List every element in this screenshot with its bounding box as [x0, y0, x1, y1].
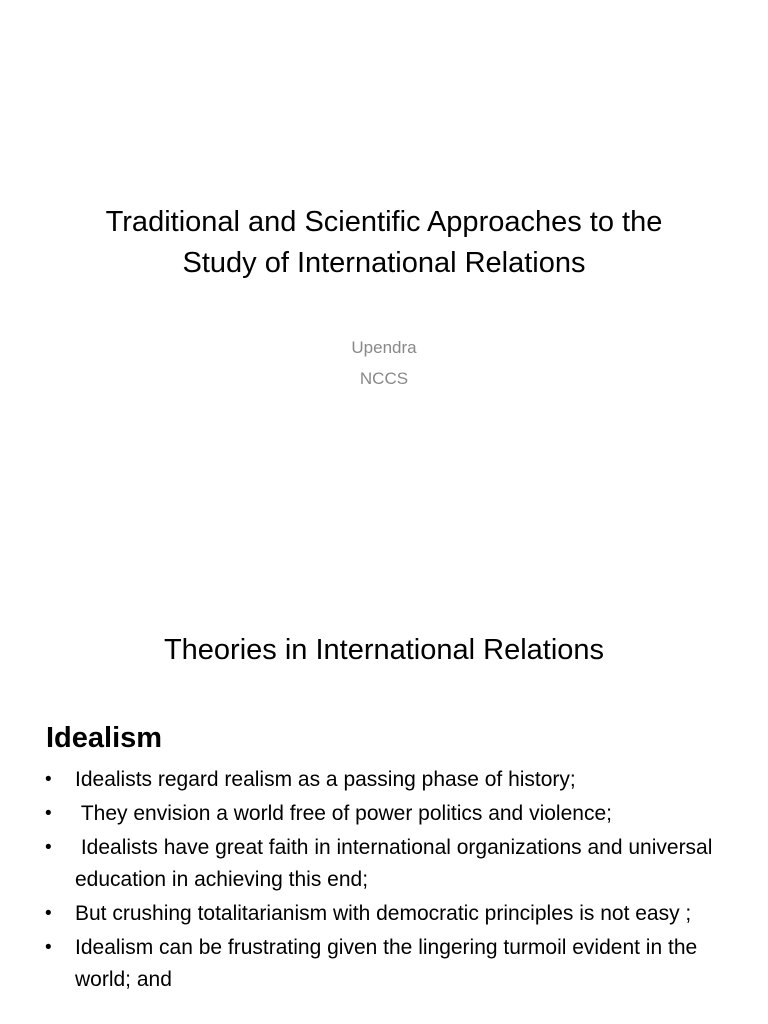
bullet-dot-icon: • — [45, 837, 52, 858]
bullet-item — [44, 932, 734, 996]
slide-title-line: Traditional and Scientific Approaches to the — [105, 206, 663, 238]
bullet-dot-icon: • — [45, 937, 52, 958]
bullet-item — [44, 764, 734, 796]
slide-title — [40, 202, 728, 284]
bullet-text: Idealists have great faith in international organizations and universal education in achieving this end; — [75, 836, 719, 891]
section-slide — [0, 576, 768, 712]
bullet-text: Idealists regard realism as a passing phase of history; — [75, 768, 576, 791]
bullet-dot-icon: • — [45, 803, 52, 824]
bullet-dot-icon: • — [45, 769, 52, 790]
bullet-text: Idealism can be frustrating given the lingering turmoil evident in the world; and — [75, 936, 698, 991]
institution-name: NCCS — [359, 369, 409, 388]
bullet-text: They envision a world free of power politics and violence; — [75, 802, 612, 825]
slide-title-line: Study of International Relations — [182, 247, 586, 279]
bullet-dot-icon: • — [45, 903, 52, 924]
bullet-text: But crushing totalitarianism with democratic principles is not easy ; — [75, 902, 692, 925]
content-slide — [0, 712, 768, 1024]
content-title: Idealism — [46, 722, 163, 754]
slide-subtitle — [0, 332, 768, 394]
bullet-item — [44, 898, 734, 930]
section-title: Theories in International Relations — [163, 634, 605, 666]
bullet-item — [44, 798, 734, 830]
author-name: Upendra — [351, 338, 417, 357]
bullet-list — [44, 764, 734, 998]
bullet-item — [44, 832, 734, 896]
